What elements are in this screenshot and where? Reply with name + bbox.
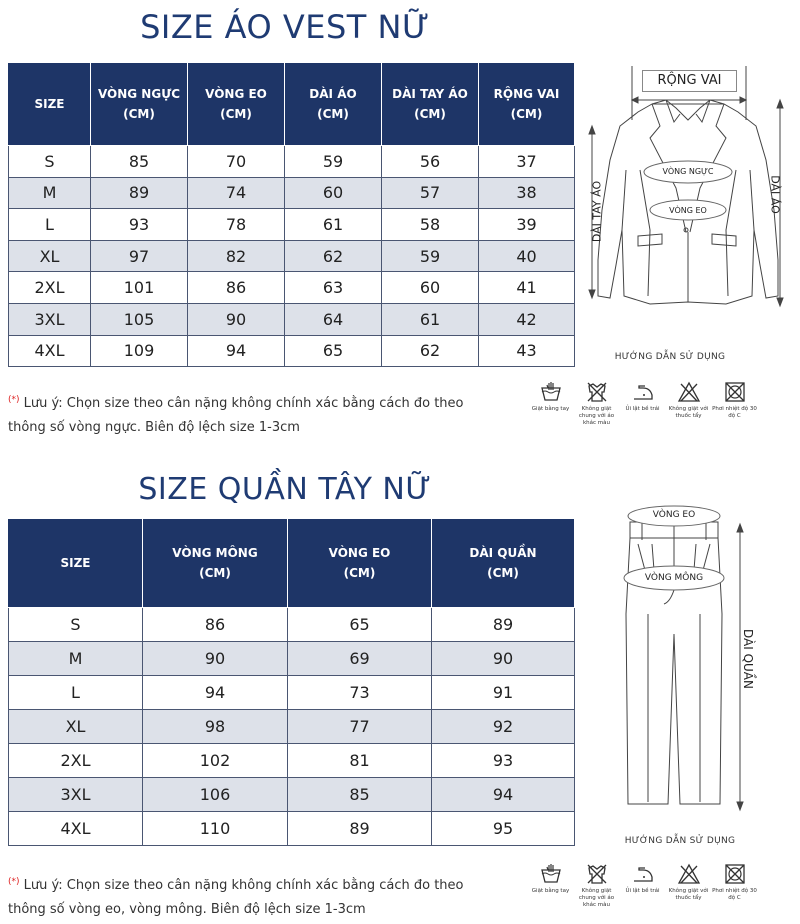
care-label: Giặt bằng tay — [531, 406, 570, 412]
column-header: VÒNG NGỰC (CM) — [91, 63, 188, 146]
measurement-cell: 42 — [479, 303, 575, 335]
size-cell: S — [9, 146, 91, 178]
measurement-cell: 106 — [143, 778, 288, 812]
shoulder-label: RỘNG VAI — [642, 70, 737, 92]
vest-diagram — [580, 60, 795, 360]
iron-reverse-icon — [631, 380, 655, 404]
table-row — [9, 710, 575, 744]
measurement-cell: 105 — [91, 303, 188, 335]
measurement-cell: 85 — [91, 146, 188, 178]
care-item — [528, 380, 573, 427]
care-label: Phơi nhiệt độ 30 độ C — [712, 406, 757, 419]
care-label: Không giặt với thuốc tẩy — [668, 888, 709, 901]
column-header: RỘNG VAI (CM) — [479, 63, 575, 146]
table-row — [9, 335, 575, 367]
measurement-cell: 38 — [479, 177, 575, 209]
size-cell: XL — [9, 710, 143, 744]
size-cell: 4XL — [9, 812, 143, 846]
no-mixed-wash-icon — [585, 380, 609, 404]
size-cell: L — [9, 209, 91, 241]
pants-size-note — [8, 874, 488, 922]
measurement-cell: 59 — [285, 146, 382, 178]
iron-reverse-icon — [631, 862, 655, 886]
measurement-cell: 109 — [91, 335, 188, 367]
no-mixed-wash-icon — [585, 862, 609, 886]
table-row — [9, 676, 575, 710]
measurement-cell: 61 — [382, 303, 479, 335]
measurement-cell: 73 — [288, 676, 432, 710]
size-cell: 2XL — [9, 744, 143, 778]
hip-label: VÒNG MÔNG — [644, 573, 704, 583]
measurement-cell: 94 — [432, 778, 575, 812]
care-label: Không giặt chung với áo khác màu — [578, 406, 615, 426]
table-row — [9, 744, 575, 778]
table-row — [9, 812, 575, 846]
measurement-cell: 85 — [288, 778, 432, 812]
measurement-cell: 78 — [188, 209, 285, 241]
table-row — [9, 177, 575, 209]
size-cell: XL — [9, 240, 91, 272]
size-cell: M — [9, 177, 91, 209]
measurement-cell: 97 — [91, 240, 188, 272]
table-header-row — [9, 519, 575, 608]
measurement-cell: 39 — [479, 209, 575, 241]
care-label: Không giặt với thuốc tẩy — [668, 406, 709, 419]
measurement-cell: 60 — [382, 272, 479, 304]
table-row — [9, 303, 575, 335]
measurement-cell: 89 — [432, 608, 575, 642]
measurement-cell: 93 — [91, 209, 188, 241]
measurement-cell: 94 — [143, 676, 288, 710]
measurement-cell: 61 — [285, 209, 382, 241]
measurement-cell: 90 — [432, 642, 575, 676]
vest-size-title: SIZE ÁO VEST NỮ — [140, 8, 430, 46]
waist-label: VÒNG EO — [669, 206, 707, 215]
care-label: Ủi lật bề trái — [625, 888, 660, 894]
note-asterisk: (*) — [8, 395, 20, 405]
measurement-cell: 62 — [285, 240, 382, 272]
measurement-cell: 69 — [288, 642, 432, 676]
measurement-cell: 90 — [188, 303, 285, 335]
measurement-cell: 98 — [143, 710, 288, 744]
note-asterisk: (*) — [8, 877, 20, 887]
no-tumble-dry-icon — [723, 380, 747, 404]
waist-label: VÒNG EO — [652, 510, 696, 520]
measurement-cell: 95 — [432, 812, 575, 846]
measurement-cell: 102 — [143, 744, 288, 778]
care-guide-title: HƯỚNG DẪN SỬ DỤNG — [624, 836, 736, 846]
care-item — [574, 862, 619, 909]
measurement-cell: 91 — [432, 676, 575, 710]
care-icons-row — [528, 380, 800, 427]
care-item — [712, 380, 757, 427]
length-label: DÀI ÁO — [768, 175, 782, 214]
measurement-cell: 74 — [188, 177, 285, 209]
size-cell: 2XL — [9, 272, 91, 304]
measurement-cell: 86 — [188, 272, 285, 304]
care-label: Không giặt chung với áo khác màu — [578, 888, 615, 908]
column-header: SIZE — [9, 519, 143, 608]
no-tumble-dry-icon — [723, 862, 747, 886]
vest-size-note — [8, 392, 478, 440]
measurement-cell: 59 — [382, 240, 479, 272]
table-row — [9, 642, 575, 676]
vest-size-table — [8, 62, 575, 367]
measurement-cell: 58 — [382, 209, 479, 241]
sleeve-label: DÀI TAY ÁO — [590, 180, 604, 243]
column-header: DÀI TAY ÁO (CM) — [382, 63, 479, 146]
measurement-cell: 70 — [188, 146, 285, 178]
care-item — [666, 862, 711, 909]
measurement-cell: 65 — [285, 335, 382, 367]
note-text: Lưu ý: Chọn size theo cân nặng không chính xác bằng cách đo theo thông số vòng eo, vòng mông. Biên độ lệch size 1-3cm — [8, 878, 464, 917]
length-label: DÀI QUẦN — [741, 628, 755, 689]
size-cell: 4XL — [9, 335, 91, 367]
hand-wash-icon — [539, 380, 563, 404]
care-guide-title: HƯỚNG DẪN SỬ DỤNG — [614, 352, 726, 362]
measurement-cell: 64 — [285, 303, 382, 335]
measurement-cell: 86 — [143, 608, 288, 642]
pants-size-table — [8, 518, 575, 846]
care-item — [620, 862, 665, 909]
column-header: VÒNG EO (CM) — [288, 519, 432, 608]
bust-label: VÒNG NGỰC — [662, 167, 714, 176]
table-row — [9, 272, 575, 304]
measurement-cell: 90 — [143, 642, 288, 676]
size-cell: S — [9, 608, 143, 642]
measurement-cell: 110 — [143, 812, 288, 846]
measurement-cell: 65 — [288, 608, 432, 642]
pants-diagram — [600, 494, 770, 824]
no-bleach-icon — [677, 380, 701, 404]
measurement-cell: 89 — [288, 812, 432, 846]
size-cell: 3XL — [9, 778, 143, 812]
measurement-cell: 93 — [432, 744, 575, 778]
measurement-cell: 60 — [285, 177, 382, 209]
column-header: SIZE — [9, 63, 91, 146]
table-row — [9, 146, 575, 178]
measurement-cell: 40 — [479, 240, 575, 272]
care-item — [528, 862, 573, 909]
table-row — [9, 608, 575, 642]
measurement-cell: 101 — [91, 272, 188, 304]
column-header: DÀI QUẦN (CM) — [432, 519, 575, 608]
table-row — [9, 209, 575, 241]
measurement-cell: 57 — [382, 177, 479, 209]
size-cell: 3XL — [9, 303, 91, 335]
table-header-row — [9, 63, 575, 146]
column-header: VÒNG MÔNG (CM) — [143, 519, 288, 608]
care-label: Phơi nhiệt độ 30 độ C — [712, 888, 757, 901]
column-header: VÒNG EO (CM) — [188, 63, 285, 146]
measurement-cell: 43 — [479, 335, 575, 367]
measurement-cell: 81 — [288, 744, 432, 778]
measurement-cell: 37 — [479, 146, 575, 178]
measurement-cell: 41 — [479, 272, 575, 304]
measurement-cell: 92 — [432, 710, 575, 744]
no-bleach-icon — [677, 862, 701, 886]
pants-size-title: SIZE QUẦN TÂY NỮ — [138, 472, 432, 507]
care-icons-row — [528, 862, 800, 909]
care-item — [574, 380, 619, 427]
measurement-cell: 89 — [91, 177, 188, 209]
care-label: Ủi lật bề trái — [625, 406, 660, 412]
hand-wash-icon — [539, 862, 563, 886]
care-item — [620, 380, 665, 427]
care-item — [666, 380, 711, 427]
measurement-cell: 82 — [188, 240, 285, 272]
measurement-cell: 56 — [382, 146, 479, 178]
size-cell: L — [9, 676, 143, 710]
measurement-cell: 77 — [288, 710, 432, 744]
size-cell: M — [9, 642, 143, 676]
measurement-cell: 63 — [285, 272, 382, 304]
care-label: Giặt bằng tay — [531, 888, 570, 894]
note-text: Lưu ý: Chọn size theo cân nặng không chính xác bằng cách đo theo thông số vòng ngực. Biên độ lệch size 1-3cm — [8, 396, 464, 435]
table-row — [9, 778, 575, 812]
column-header: DÀI ÁO (CM) — [285, 63, 382, 146]
measurement-cell: 94 — [188, 335, 285, 367]
measurement-cell: 62 — [382, 335, 479, 367]
care-item — [712, 862, 757, 909]
table-row — [9, 240, 575, 272]
